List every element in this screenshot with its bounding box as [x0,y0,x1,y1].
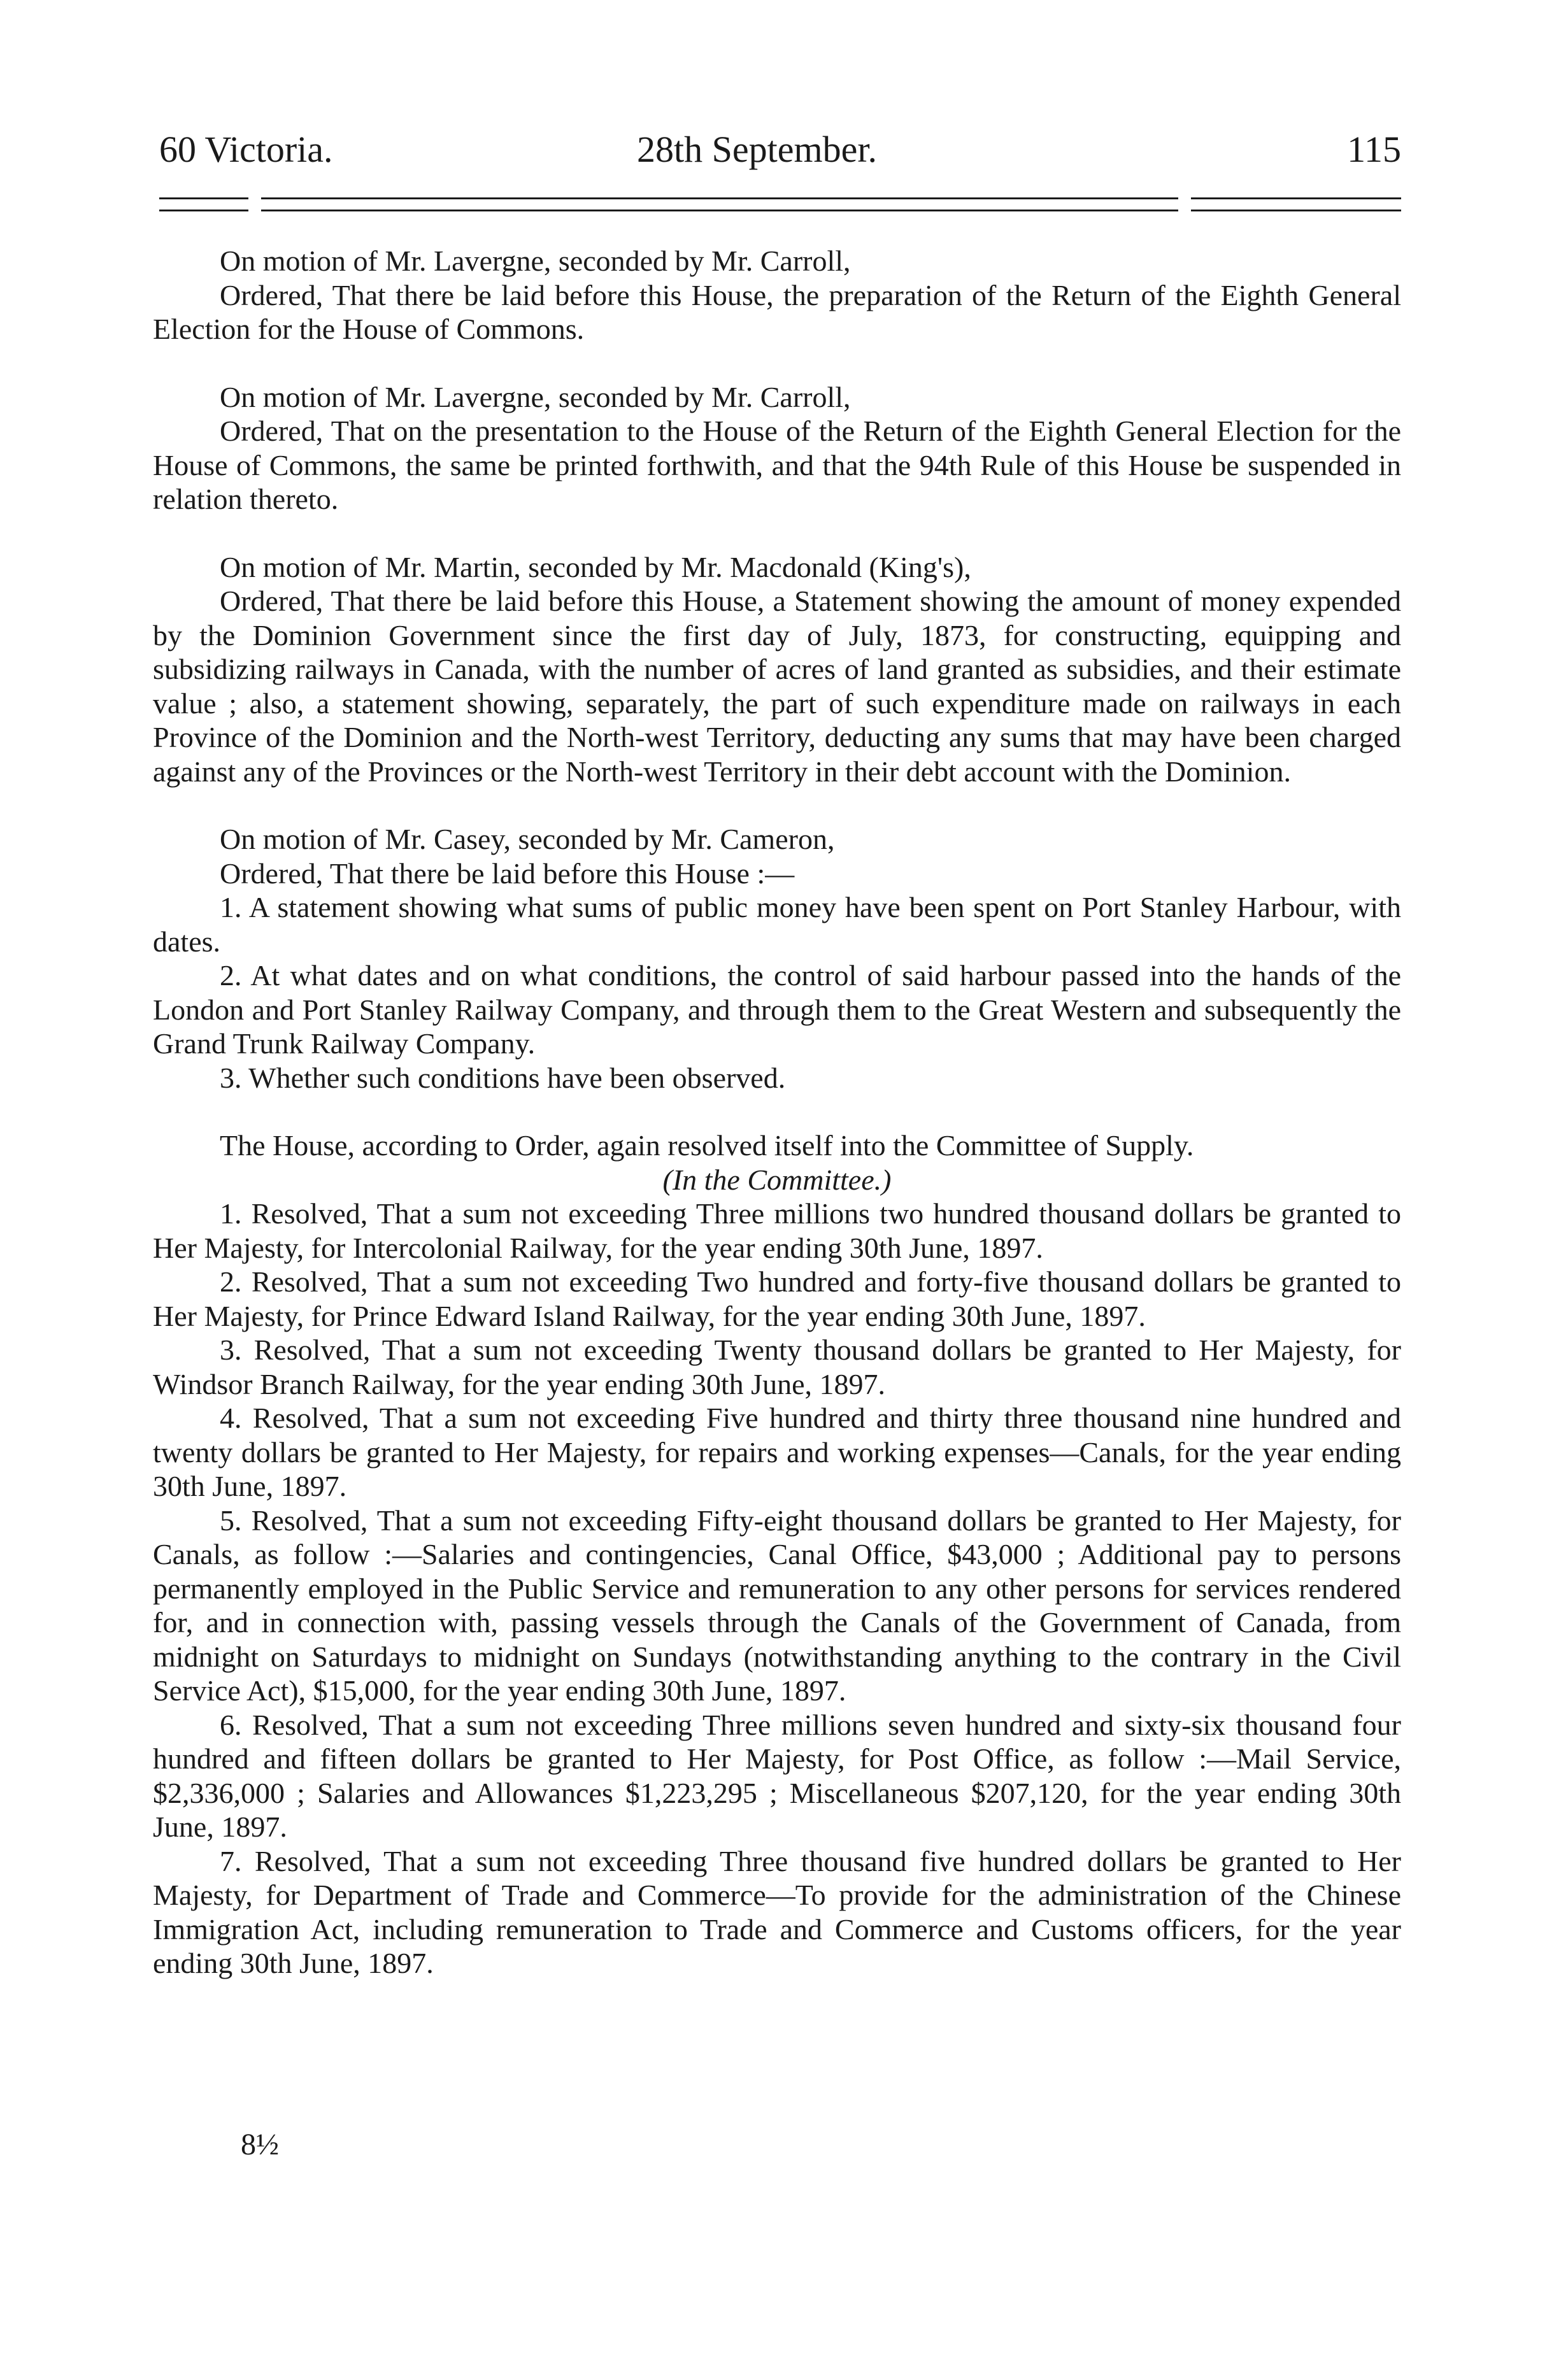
running-header [159,121,1401,178]
paragraph: 3. Resolved, That a sum not exceeding Twenty thousand dollars be granted to Her Majesty, for Windsor Branch Railway, for the year ending 30th June, 1897. [153,1334,1401,1400]
paragraph: The House, according to Order, again resolved itself into the Committee of Supply. [220,1129,1194,1162]
paragraph: 2. At what dates and on what conditions, the control of said harbour passed into the hands of the London and Port Stanley Railway Company, and through them to the Great Western and subsequently the Grand Trunk Railway Company. [153,959,1401,1060]
header-date: 28th September. [637,129,877,170]
paragraph: On motion of Mr. Martin, seconded by Mr. Macdonald (King's), [220,550,971,583]
paragraph: (In the Committee.) [662,1163,892,1196]
paragraph: On motion of Mr. Casey, seconded by Mr. Cameron, [220,823,835,855]
header-rule-left [159,197,248,211]
signature-mark: 8½ [241,2128,279,2161]
header-rule-right [1191,197,1401,211]
paragraph: 4. Resolved, That a sum not exceeding Five hundred and thirty three thousand nine hundred and twenty dollars be granted to Her Majesty, for repairs and working expenses—Canals, for the year ending 30th June, 1897. [153,1402,1401,1502]
page-number: 115 [1347,129,1401,170]
header-rule [159,197,1401,210]
paragraph: Ordered, That there be laid before this House :— [220,857,795,890]
paragraph: 5. Resolved, That a sum not exceeding Fifty-eight thousand dollars be granted to Her Majesty, for Canals, as follow :—Salaries and contingencies, Canal Office, $43,000 ; Additional pay to persons permanently employed in the Public Service and remuneration to any other persons for services rendered for, and in connection with, passing vessels through the Canals of the Government of Canada, from midnight on Saturdays to midnight on Sundays (notwithstanding anything to the contrary in the Civil Service Act), $15,000, for the year ending 30th June, 1897. [153,1504,1401,1707]
paragraph: Ordered, That there be laid before this House, a Statement showing the amount of money expended by the Dominion Government since the first day of July, 1873, for constructing, equipping and subsidizing railways in Canada, with the number of acres of land granted as subsidies, and their estimate value ; also, a statement showing, separately, the part of such expenditure made on railways in each Province of the Dominion and the North-west Territory, deducting any sums that may have been charged against any of the Provinces or the North-west Territory in their debt account with the Dominion. [153,585,1401,788]
paragraph: 6. Resolved, That a sum not exceeding Three millions seven hundred and sixty-six thousand four hundred and fifteen dollars be granted to Her Majesty, for Post Office, as follow :—Mail Service, $2,336,000 ; Salaries and Allowances $1,223,295 ; Miscellaneous $207,120, for the year ending 30th June, 1897. [153,1708,1401,1843]
paragraph: 2. Resolved, That a sum not exceeding Two hundred and forty-five thousand dollars be granted to Her Majesty, for Prince Edward Island Railway, for the year ending 30th June, 1897. [153,1265,1401,1332]
paragraph: 3. Whether such conditions have been observed. [220,1061,786,1094]
paragraph: On motion of Mr. Lavergne, seconded by Mr. Carroll, [220,245,851,277]
paragraph: 1. A statement showing what sums of public money have been spent on Port Stanley Harbour, with dates. [153,891,1401,958]
body-text [153,244,1401,1981]
header-session: 60 Victoria. [159,129,333,170]
paragraph: On motion of Mr. Lavergne, seconded by Mr. Carroll, [220,380,851,413]
paragraph: Ordered, That on the presentation to the House of the Return of the Eighth General Election for the House of Commons, the same be printed forthwith, and that the 94th Rule of this House be suspended in relation thereto. [153,415,1401,515]
paragraph: Ordered, That there be laid before this House, the preparation of the Return of the Eighth General Election for the House of Commons. [153,278,1401,345]
paragraph: 7. Resolved, That a sum not exceeding Three thousand five hundred dollars be granted to Her Majesty, for Department of Trade and Commerce—To provide for the administration of the Chinese Immigration Act, including remuneration to Trade and Commerce and Customs officers, for the year ending 30th June, 1897. [153,1844,1401,1979]
header-rule-middle [261,197,1178,211]
paragraph: 1. Resolved, That a sum not exceeding Three millions two hundred thousand dollars be granted to Her Majesty, for Intercolonial Railway, for the year ending 30th June, 1897. [153,1197,1401,1264]
